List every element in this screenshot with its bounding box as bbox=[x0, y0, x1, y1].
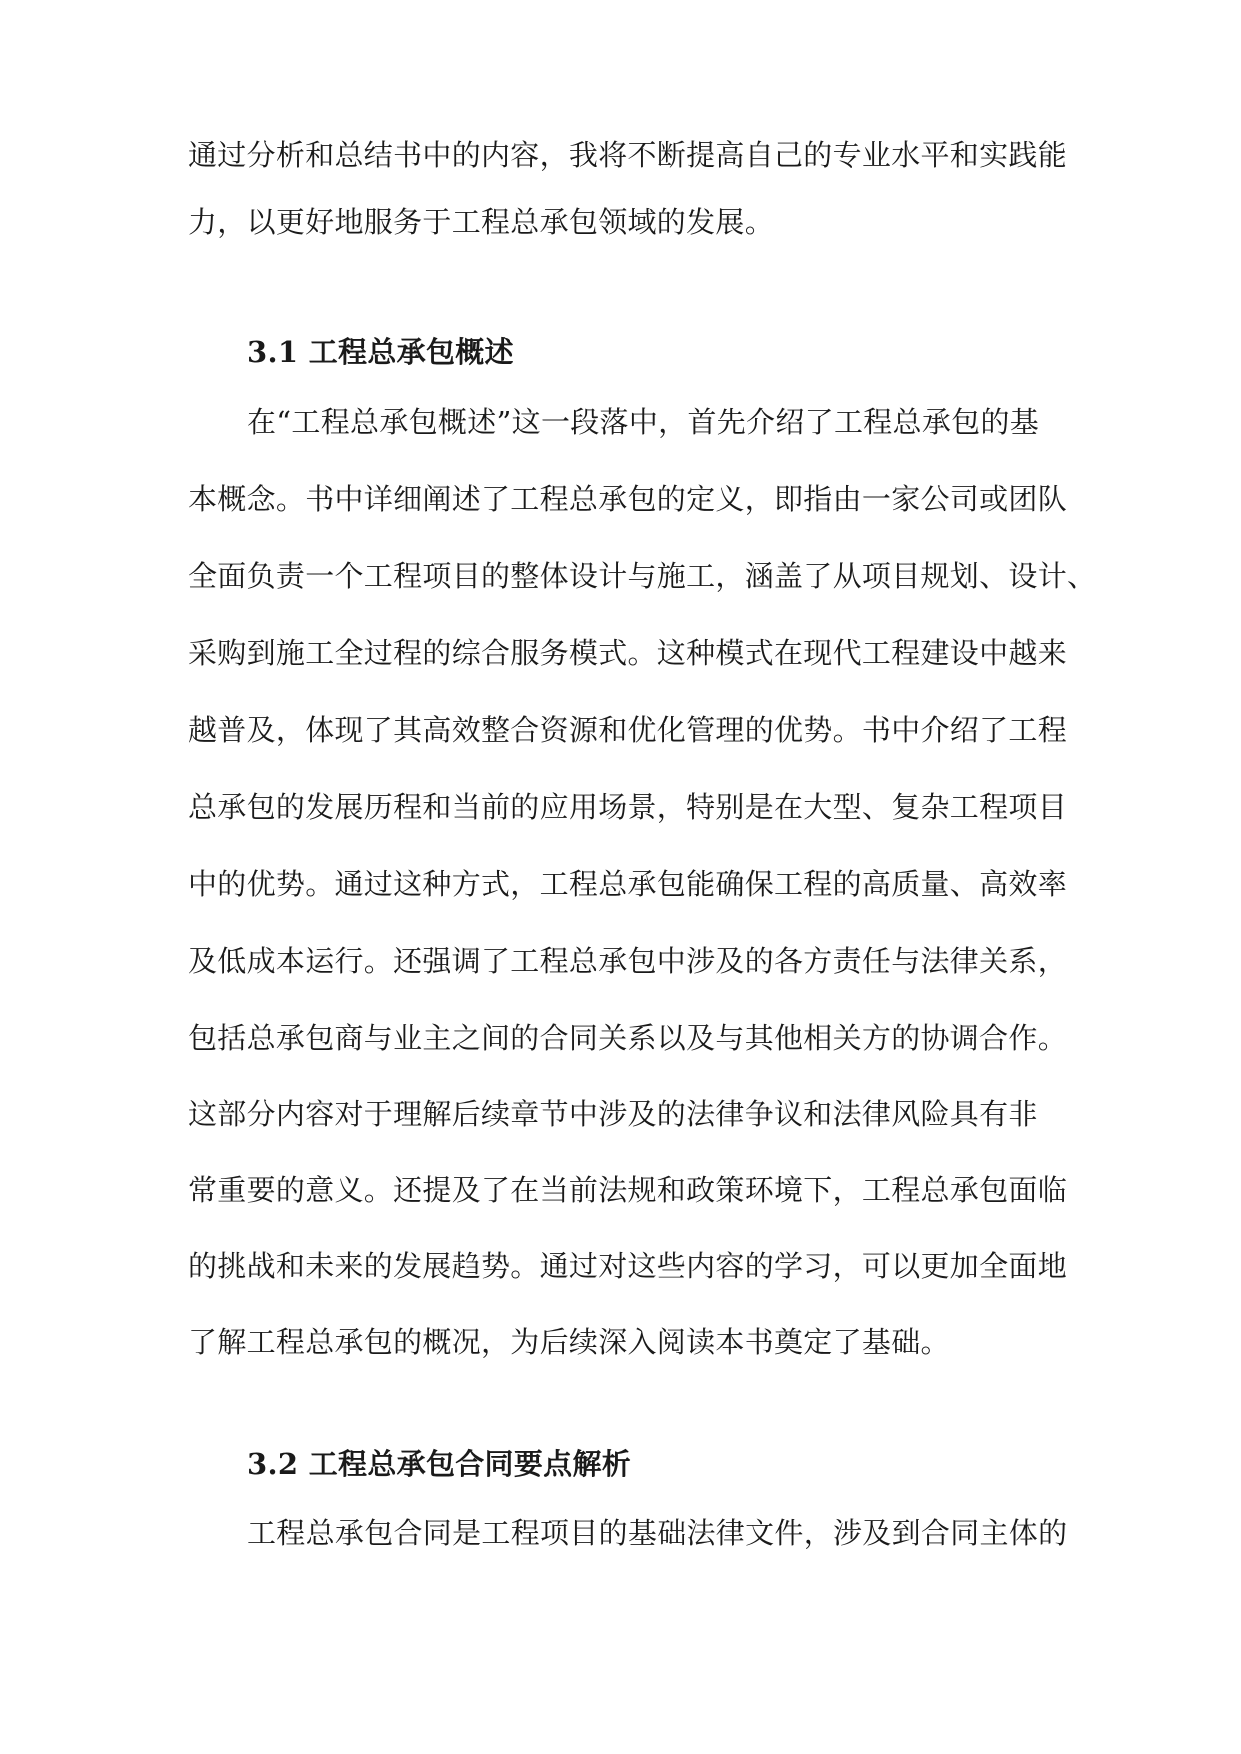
paragraph-line: 本概念。书中详细阐述了工程总承包的定义，即指由一家公司或团队 bbox=[188, 482, 1068, 516]
paragraph-line: 采购到施工全过程的综合服务模式。这种模式在现代工程建设中越来 bbox=[188, 636, 1068, 670]
paragraph-line: 这部分内容对于理解后续章节中涉及的法律争议和法律风险具有非 bbox=[188, 1097, 1038, 1131]
paragraph-line: 工程总承包合同是工程项目的基础法律文件，涉及到合同主体的 bbox=[247, 1516, 1068, 1550]
paragraph-line: 常重要的意义。还提及了在当前法规和政策环境下，工程总承包面临 bbox=[188, 1173, 1068, 1207]
paragraph-line: 了解工程总承包的概况，为后续深入阅读本书奠定了基础。 bbox=[188, 1325, 950, 1359]
section-heading-3-2: 3.2 工程总承包合同要点解析 bbox=[247, 1447, 632, 1481]
paragraph-line: 及低成本运行。还强调了工程总承包中涉及的各方责任与法律关系， bbox=[188, 944, 1068, 978]
paragraph-line: 在“工程总承包概述”这一段落中，首先介绍了工程总承包的基 bbox=[247, 405, 1040, 439]
paragraph-line: 总承包的发展历程和当前的应用场景，特别是在大型、复杂工程项目 bbox=[188, 790, 1068, 824]
paragraph-line: 全面负责一个工程项目的整体设计与施工，涵盖了从项目规划、设计、 bbox=[188, 559, 1097, 593]
paragraph-line: 通过分析和总结书中的内容，我将不断提高自己的专业水平和实践能 bbox=[188, 138, 1068, 172]
paragraph-line: 越普及，体现了其高效整合资源和优化管理的优势。书中介绍了工程 bbox=[188, 713, 1068, 747]
section-heading-3-1: 3.1 工程总承包概述 bbox=[247, 335, 514, 369]
paragraph-line: 力，以更好地服务于工程总承包领域的发展。 bbox=[188, 205, 775, 239]
paragraph-line: 包括总承包商与业主之间的合同关系以及与其他相关方的协调合作。 bbox=[188, 1021, 1068, 1055]
paragraph-line: 中的优势。通过这种方式，工程总承包能确保工程的高质量、高效率 bbox=[188, 867, 1068, 901]
paragraph-line: 的挑战和未来的发展趋势。通过对这些内容的学习，可以更加全面地 bbox=[188, 1249, 1068, 1283]
